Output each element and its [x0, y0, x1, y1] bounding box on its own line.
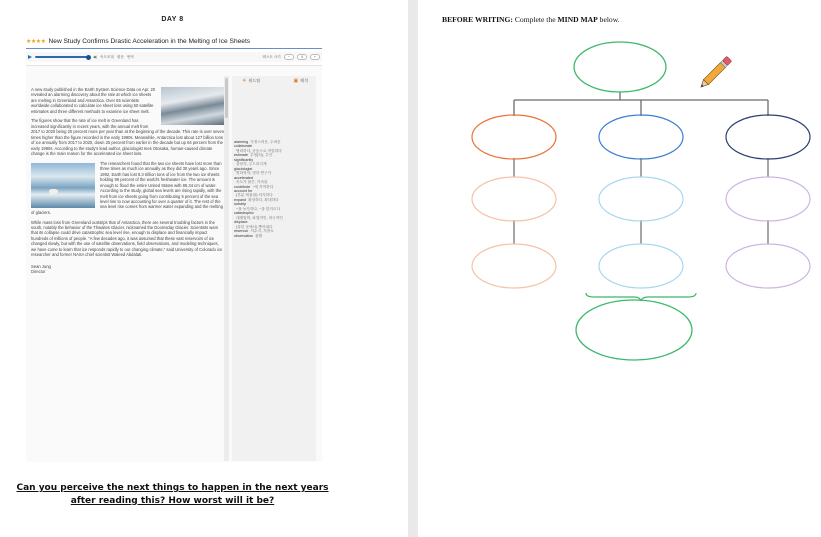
vocab-meaning: 빙하학자, 빙하 연구가	[236, 171, 272, 176]
vocab-meaning: (부분·비율을) 차지하다	[236, 193, 273, 198]
vocab-word: displace	[234, 220, 248, 225]
article-header	[26, 35, 322, 49]
vocab-meaning: 관찰	[255, 233, 263, 238]
central-topic-node	[574, 42, 666, 92]
font-size-label: 텍스트 크기	[262, 54, 281, 59]
font-size-value: 4	[297, 54, 307, 60]
vocab-meaning: ~에 기여하다	[252, 184, 274, 189]
mind-map-node-middle-2	[599, 177, 683, 221]
play-icon[interactable]	[28, 55, 32, 59]
tab-translate[interactable]: ▣ 해석	[293, 78, 308, 84]
article-scrollbar[interactable]	[224, 76, 229, 461]
article-body	[26, 65, 322, 462]
pencil-body	[703, 63, 725, 85]
article-headline: New Study Confirms Drastic Acceleration in the Melting of Ice Sheets	[48, 38, 251, 45]
vocab-meaning: 추정(치), 추산	[249, 153, 273, 158]
article-paragraph-3: The researchers found that the two ice sheets have lost more than three times as much ice annually as they did 30 years ago. Since 1992, Earth has lost 8.3 trillion tons of ice from the two ice sheets holding 99 percent of the world's freshwater ice. The amount is enough to flood the entire United States with 85.34 cm of water. According to the study, global sea levels are rising rapidly, with the melt from ice sheets going from contributing 5 percent of the sea level rise to now accounting for over a quarter of it. The rest of the sea level rise comes from warmer water expanding and the melting of glaciers.	[31, 160, 223, 215]
vocab-meaning: (살던 곳에서) 쫓아내다	[236, 224, 273, 229]
speed-control[interactable]: 속도조절	[99, 54, 114, 59]
article-text	[31, 87, 225, 275]
conclusion-node	[576, 300, 692, 360]
vocab-word: significantly	[234, 157, 254, 162]
audio-progress-knob[interactable]	[86, 55, 91, 60]
mind-map	[418, 0, 821, 537]
vocab-word: catastrophic	[234, 211, 254, 216]
vocab-word: outstrip	[234, 202, 247, 207]
original-toggle[interactable]: 원문	[116, 54, 124, 59]
discussion-question	[0, 482, 345, 507]
pencil-icon	[699, 56, 732, 89]
mind-map-node-right-2	[726, 177, 810, 221]
author-title: Director	[31, 269, 46, 275]
vocab-word: alarming	[234, 140, 249, 144]
vocab-word: reservoir	[234, 229, 249, 234]
vocab-meaning: 저수지, 저장소	[250, 229, 274, 234]
day-title: DAY 8	[161, 16, 184, 23]
vocab-word: collaborate	[234, 144, 253, 149]
article-paragraph-1: A new study published in the Earth System Science Data on Apr. 20 revealed an alarming discovery about the rate at which ice sheets are melting in Greenland and Antarctica. Over 65 scientists worldwide collaborated to calculate ice sheet loss using 50 satellite estimates and three different methods to examine ice sheet melt.	[31, 87, 225, 114]
article-paragraph-4: While mass loss from Greenland outstrips that of Antarctica, there are several troubling factors in the south, notably the behavior of the Thwaites Glacier, nicknamed the Doomsday Glacier. Scientists warn that its collapse could drive catastrophic sea level rise, enough to displace and financially impact hundreds of millions of people. "A few decades ago, it was assumed that these vast reservoirs of ice changed slowly, but with the use of satellite observations, field observations, and modeling techniques, we have come to learn that ice responds rapidly to our changing climate," said University of Colorado ice researcher and former NASA chief scientist Waleed Abdalati.	[31, 219, 223, 258]
vocab-meaning: 확장하다, 확대하다	[248, 197, 279, 202]
lightbulb-icon: ☀	[242, 78, 247, 84]
vocab-word: contribute	[234, 184, 251, 189]
difficulty-stars: ★★★★	[26, 39, 46, 45]
vocab-word: accelerated	[234, 175, 254, 180]
vocab-meaning: 속도가 붙은, 가속된	[236, 180, 268, 185]
font-size-increase-button[interactable]: +	[310, 54, 320, 60]
vocab-word: estimate	[234, 153, 248, 158]
right-page	[418, 0, 821, 537]
mind-map-node-left-2	[472, 177, 556, 221]
side-panel-tabs	[234, 76, 316, 86]
vocab-meaning: 협력하다, 공동으로 작업하다	[236, 148, 282, 153]
mind-map-node-middle-3	[599, 244, 683, 288]
vocab-meaning: ~을 능가하다, ~을 앞지르다	[236, 206, 281, 211]
mind-map-node-left-1	[472, 115, 556, 159]
vocab-meaning: 대재앙의, 파멸적인, 비극적인	[236, 215, 283, 220]
vocab-item	[234, 234, 314, 238]
author-signature	[31, 264, 225, 275]
vocab-word: expand	[234, 197, 247, 202]
mind-map-node-middle-1	[599, 115, 683, 159]
volume-icon[interactable]: ◀)	[93, 55, 97, 59]
vocabulary-panel	[232, 76, 316, 461]
glacier-photo	[161, 87, 225, 125]
vocab-meaning: 걱정스러운, 두려운	[250, 140, 281, 144]
mind-map-instruction: BEFORE WRITING: Complete the MIND MAP below.	[442, 15, 620, 24]
vocab-meaning: 상당히, 두드러지게	[236, 162, 267, 167]
audio-progress-track[interactable]	[35, 56, 90, 58]
tab-vocab[interactable]: ☀ 워드팁	[242, 78, 261, 84]
vocab-word: glaciologist	[234, 166, 253, 171]
polar-bear-photo	[31, 163, 95, 208]
mind-map-node-left-3	[472, 244, 556, 288]
article-paragraph-2: The figures show that the rate of ice melt in Greenland has increased significantly in recent years, with the annual melt from 2017 to 2020 being 20 percent more per year than at the beginning of the decade. This rate is over seven times higher than the figure recorded in the early 1990s. Meanwhile, Antarctica lost about 127 billion tons of ice annually from 2017 to 2020, down 25 percent from earlier in the decade but up 64 percent from the early 1990s. According to the study's lead author, glaciologist Ines Otosaka, human-caused climate change is the main reason for the accelerated ice sheet loss.	[31, 118, 225, 157]
article-screenshot	[26, 35, 322, 462]
mind-map-node-right-1	[726, 115, 810, 159]
left-page	[0, 0, 408, 537]
vocab-word: observation	[234, 233, 254, 238]
question-line-2: after reading this? How worst will it be?	[70, 495, 275, 506]
translate-icon: ▣	[293, 78, 299, 84]
mind-map-node-right-3	[726, 244, 810, 288]
audio-player	[26, 52, 322, 62]
scrollbar-thumb[interactable]	[225, 78, 228, 118]
vocabulary-list	[234, 140, 314, 238]
font-size-decrease-button[interactable]: −	[284, 54, 294, 60]
author-name: Sean Jung	[31, 263, 51, 269]
instruction-emphasis: MIND MAP	[557, 15, 598, 24]
translation-toggle[interactable]: 번역	[126, 54, 134, 59]
question-line-1: Can you perceive the next things to happen in the next years	[16, 483, 329, 493]
vocab-word: account for	[234, 188, 253, 193]
instruction-lead: BEFORE WRITING:	[442, 15, 513, 24]
